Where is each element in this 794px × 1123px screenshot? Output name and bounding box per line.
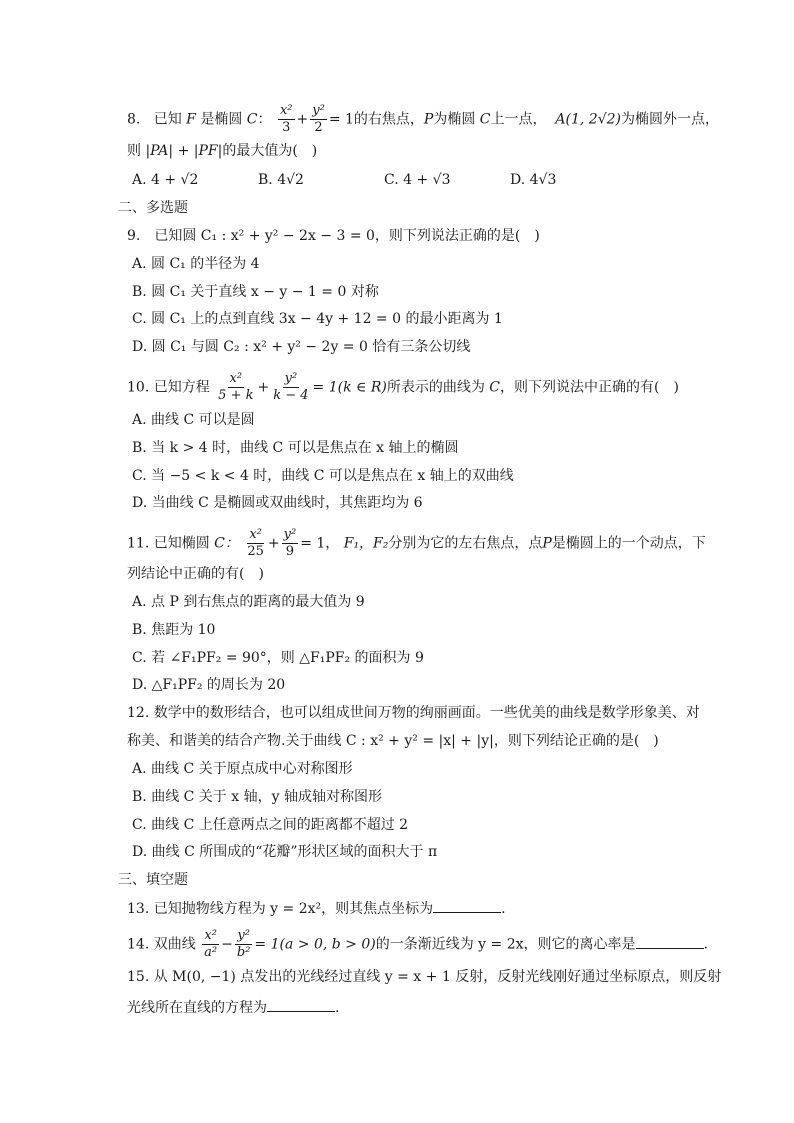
q12-option-d: D. 曲线 C 所围成的“花瓣”形状区域的面积大于 π [132, 844, 438, 860]
q13-answer-blank[interactable] [433, 899, 501, 913]
q9-option-c: C. 圆 C₁ 上的点到直线 3x − 4y + 12 = 0 的最小距离为 1 [132, 311, 503, 327]
q12-option-a: A. 曲线 C 关于原点成中心对称图形 [132, 761, 353, 777]
q10-option-c: C. 当 −5 < k < 4 时，曲线 C 可以是焦点在 x 轴上的双曲线 [132, 468, 514, 484]
q10-frac-x: $\frac{\text{x²}}{5 + k}$ [218, 371, 254, 403]
q10-option-b: B. 当 k > 4 时，曲线 C 可以是焦点在 x 轴上的椭圆 [132, 440, 459, 456]
section-multiple-choice: 二、多选题 [118, 200, 188, 216]
q12-option-b: B. 曲线 C 关于 x 轴，y 轴成轴对称图形 [132, 789, 382, 805]
q8-option-b: B. 4√2 [258, 172, 304, 188]
q14-stem: 14. 双曲线 $\frac{\text{x²}}{\text{a²}}$ − $\frac{\text{y²}}{\text{b²}}$ = 1(a > 0, b > 0)的一条渐近线为 y = 2x，则它的离心率是 . [127, 928, 708, 960]
q14-answer-blank[interactable] [636, 935, 704, 949]
q14-frac-x: $\frac{\text{x²}}{\text{a²}}$ [204, 928, 218, 960]
q15-stem-line2: 光线所在直线的方程为 . [127, 1000, 340, 1016]
q12-option-c: C. 曲线 C 上任意两点之间的距离都不超过 2 [132, 817, 409, 833]
q11-stem-line2: 列结论中正确的有( ) [127, 566, 264, 582]
q14-frac-y: $\frac{\text{y²}}{\text{b²}}$ [236, 928, 251, 960]
q10-stem: 10. 已知方程 $\frac{\text{x²}}{5 + k}$ + $\frac{\text{y²}}{k - 4}$ = 1(k ∈ R)所表示的曲线为 C，则下列说法中正确的有( ) [127, 371, 679, 403]
q11-option-a: A. 点 P 到右焦点的距离的最大值为 9 [132, 594, 365, 610]
q8-options [132, 171, 636, 189]
q9-option-d: D. 圆 C₁ 与圆 C₂ : x² + y² − 2y = 0 恰有三条公切线 [132, 339, 471, 355]
q8-stem-line1: 8. 已知 F 是椭圆 C： $\frac{\text{x²}}{3}$ + $\frac{\text{y²}}{2}$ = 1的右焦点，P为椭圆 C上一点， A(1, 2√2)为椭圆外一点， [127, 103, 719, 135]
q12-stem-line2: 称美、和谐美的结合产物.关于曲线 C : x² + y² = |x| + |y|，则下列结论正确的是( ) [127, 733, 659, 749]
q8-stem-line2: 则 |PA| + |PF|的最大值为( ) [127, 143, 318, 159]
q10-frac-y: $\frac{\text{y²}}{k - 4}$ [273, 371, 309, 403]
q8-option-c: C. 4 + √3 [384, 172, 451, 188]
q8-point-a: A(1, 2√2) [555, 111, 621, 128]
q9-stem: 9. 已知圆 C₁ : x² + y² − 2x − 3 = 0，则下列说法正确的是( ) [127, 228, 540, 244]
q9-option-a: A. 圆 C₁ 的半径为 4 [132, 256, 260, 272]
section-fill-in: 三、填空题 [118, 872, 188, 888]
q15-stem-line1: 15. 从 M(0, −1) 点发出的光线经过直线 y = x + 1 反射，反射光线刚好通过坐标原点，则反射 [127, 969, 722, 985]
q11-frac-x: $\frac{\text{x²}}{25}$ [247, 527, 264, 559]
q11-option-b: B. 焦距为 10 [132, 622, 216, 638]
q11-option-d: D. △F₁PF₂ 的周长为 20 [132, 677, 286, 693]
q8-number: 8. [127, 111, 141, 128]
q11-stem-line1: 11. 已知椭圆 C： $\frac{\text{x²}}{25}$ + $\frac{\text{y²}}{9}$ = 1， F₁，F₂分别为它的左右焦点，点P是椭圆上的一个动点，下 [127, 527, 706, 559]
q12-stem-line1: 12. 数学中的数形结合，也可以组成世间万物的绚丽画面。一些优美的曲线是数学形象美、对 [127, 705, 700, 721]
q9-option-b: B. 圆 C₁ 关于直线 x − y − 1 = 0 对称 [132, 284, 379, 300]
q8-frac-y: $\frac{\text{y²}}{2}$ [312, 103, 325, 135]
q11-option-c: C. 若 ∠F₁PF₂ = 90°，则 △F₁PF₂ 的面积为 9 [132, 650, 424, 666]
q8-frac-x: $\frac{\text{x²}}{3}$ [279, 103, 293, 135]
q13-stem: 13. 已知抛物线方程为 y = 2x²，则其焦点坐标为 . [127, 901, 506, 917]
q8-option-d: D. 4√3 [510, 172, 557, 188]
q8-option-a: A. 4 + √2 [132, 172, 199, 188]
q10-option-a: A. 曲线 C 可以是圆 [132, 412, 255, 428]
q11-frac-y: $\frac{\text{y²}}{9}$ [283, 527, 297, 559]
q10-option-d: D. 当曲线 C 是椭圆或双曲线时，其焦距均为 6 [132, 495, 423, 511]
q15-answer-blank[interactable] [267, 998, 335, 1012]
